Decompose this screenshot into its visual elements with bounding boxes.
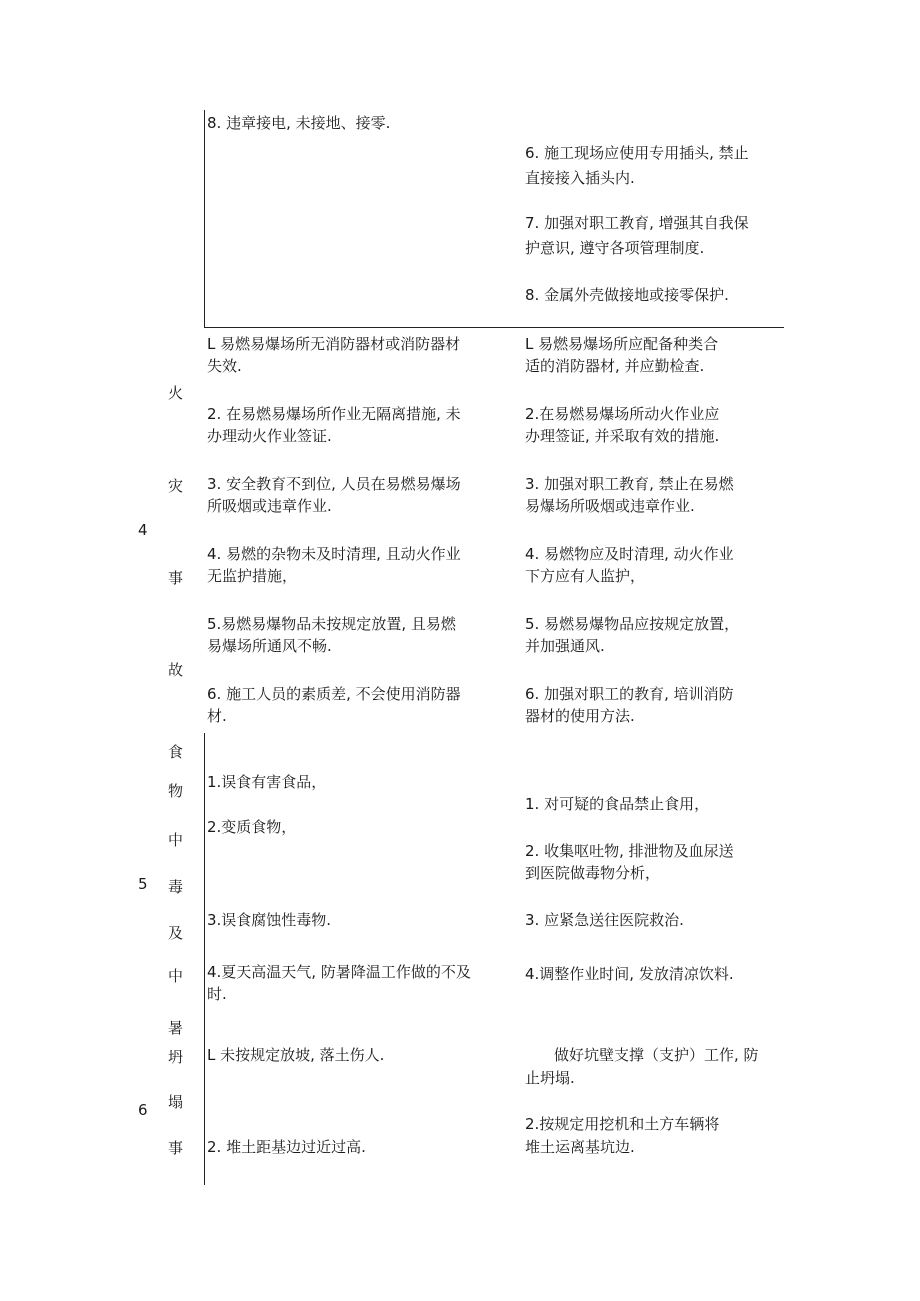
cause-text: 5.易燃易爆物品未按规定放置, 且易燃: [207, 615, 456, 633]
measure-text: 5. 易燃易爆物品应按规定放置，: [525, 615, 740, 633]
cause-text: 6. 施工人员的素质差, 不会使用消防器: [207, 685, 461, 703]
measure-text: 3. 加强对职工教育, 禁止在易燃: [525, 475, 734, 493]
cause-text: 时.: [207, 985, 227, 1003]
measure-text: 直接接入插头内.: [525, 169, 635, 187]
table-left-border-section5: [204, 733, 205, 1185]
measure-text: 做好坑壁支撑（支护）工作, 防: [554, 1046, 759, 1064]
category-char: 事: [168, 1139, 184, 1157]
measure-text: 4. 易燃物应及时清理, 动火作业: [525, 545, 734, 563]
measure-text: 下方应有人监护，: [525, 567, 646, 585]
measure-text: 2.按规定用挖机和土方车辆将: [525, 1115, 720, 1133]
measure-text: 并加强通风.: [525, 637, 605, 655]
category-char: 故: [168, 661, 184, 679]
category-char: 中: [168, 967, 184, 985]
measure-text: 适的消防器材, 并应勤检查.: [525, 357, 705, 375]
category-char: 中: [168, 831, 184, 849]
measure-text: L 易燃易爆场所应配备种类合: [525, 335, 719, 353]
measure-text: 易爆场所吸烟或违章作业.: [525, 497, 695, 515]
cause-text: 办理动火作业签证.: [207, 427, 332, 445]
cause-text: 所吸烟或违章作业.: [207, 497, 332, 515]
measure-text: 护意识, 遵守各项管理制度.: [525, 239, 705, 257]
category-char: 火: [168, 384, 184, 402]
cause-text: 4. 易燃的杂物未及时清理, 且动火作业: [207, 545, 461, 563]
measure-text: 止坍塌.: [525, 1069, 575, 1087]
category-char: 毒: [168, 878, 184, 896]
measure-text: 器材的使用方法.: [525, 707, 635, 725]
category-char: 暑: [168, 1019, 184, 1037]
measure-text: 6. 施工现场应使用专用插头, 禁止: [525, 144, 749, 162]
cause-text: 无监护措施，: [207, 567, 298, 585]
measure-text: 办理签证, 并采取有效的措施.: [525, 427, 720, 445]
row-number: 4: [138, 521, 148, 539]
category-char: 食: [168, 743, 184, 761]
cause-text: 易爆场所通风不畅.: [207, 637, 332, 655]
measure-text: 堆土运离基坑边.: [525, 1138, 635, 1156]
measure-text: 8. 金属外壳做接地或接零保护.: [525, 286, 729, 304]
cause-text: 材.: [207, 707, 227, 725]
cause-text: 3.误食腐蚀性毒物.: [207, 911, 332, 929]
measure-text: 到医院做毒物分析，: [525, 864, 661, 882]
table-divider-section4: [204, 327, 784, 328]
cause-text: 3. 安全教育不到位, 人员在易燃易爆场: [207, 475, 461, 493]
category-char: 灾: [168, 477, 184, 495]
cause-text: L 未按规定放坡, 落土伤人.: [207, 1046, 385, 1064]
category-char: 塌: [168, 1093, 184, 1111]
measure-text: 2.在易燃易爆场所动火作业应: [525, 405, 720, 423]
measure-text: 4.调整作业时间, 发放清凉饮料.: [525, 965, 734, 983]
measure-text: 3. 应紧急送往医院救治.: [525, 911, 684, 929]
row-number: 5: [138, 875, 148, 893]
category-char: 事: [168, 569, 184, 587]
cause-text: 8. 违章接电, 未接地、接零.: [207, 114, 391, 132]
measure-text: 6. 加强对职工的教育, 培训消防: [525, 685, 734, 703]
category-char: 物: [168, 782, 184, 800]
cause-text: 2. 在易燃易爆场所作业无隔离措施, 未: [207, 405, 461, 423]
category-char: 及: [168, 924, 184, 942]
cause-text: 4.夏天高温天气, 防暑降温工作做的不及: [207, 963, 471, 981]
cause-text: 2. 堆土距基边过近过高.: [207, 1138, 366, 1156]
category-char: 坍: [168, 1048, 184, 1066]
measure-text: 2. 收集呕吐物, 排泄物及血尿送: [525, 842, 734, 860]
cause-text: L 易燃易爆场所无消防器材或消防器材: [207, 335, 461, 353]
measure-text: 1. 对可疑的食品禁止食用，: [525, 795, 710, 813]
measure-text: 7. 加强对职工教育, 增强其自我保: [525, 214, 749, 232]
cause-text: 1.误食有害食品，: [207, 773, 327, 791]
table-left-border-top: [204, 110, 205, 328]
cause-text: 2.变质食物，: [207, 818, 297, 836]
row-number: 6: [138, 1101, 148, 1119]
cause-text: 失效.: [207, 357, 242, 375]
